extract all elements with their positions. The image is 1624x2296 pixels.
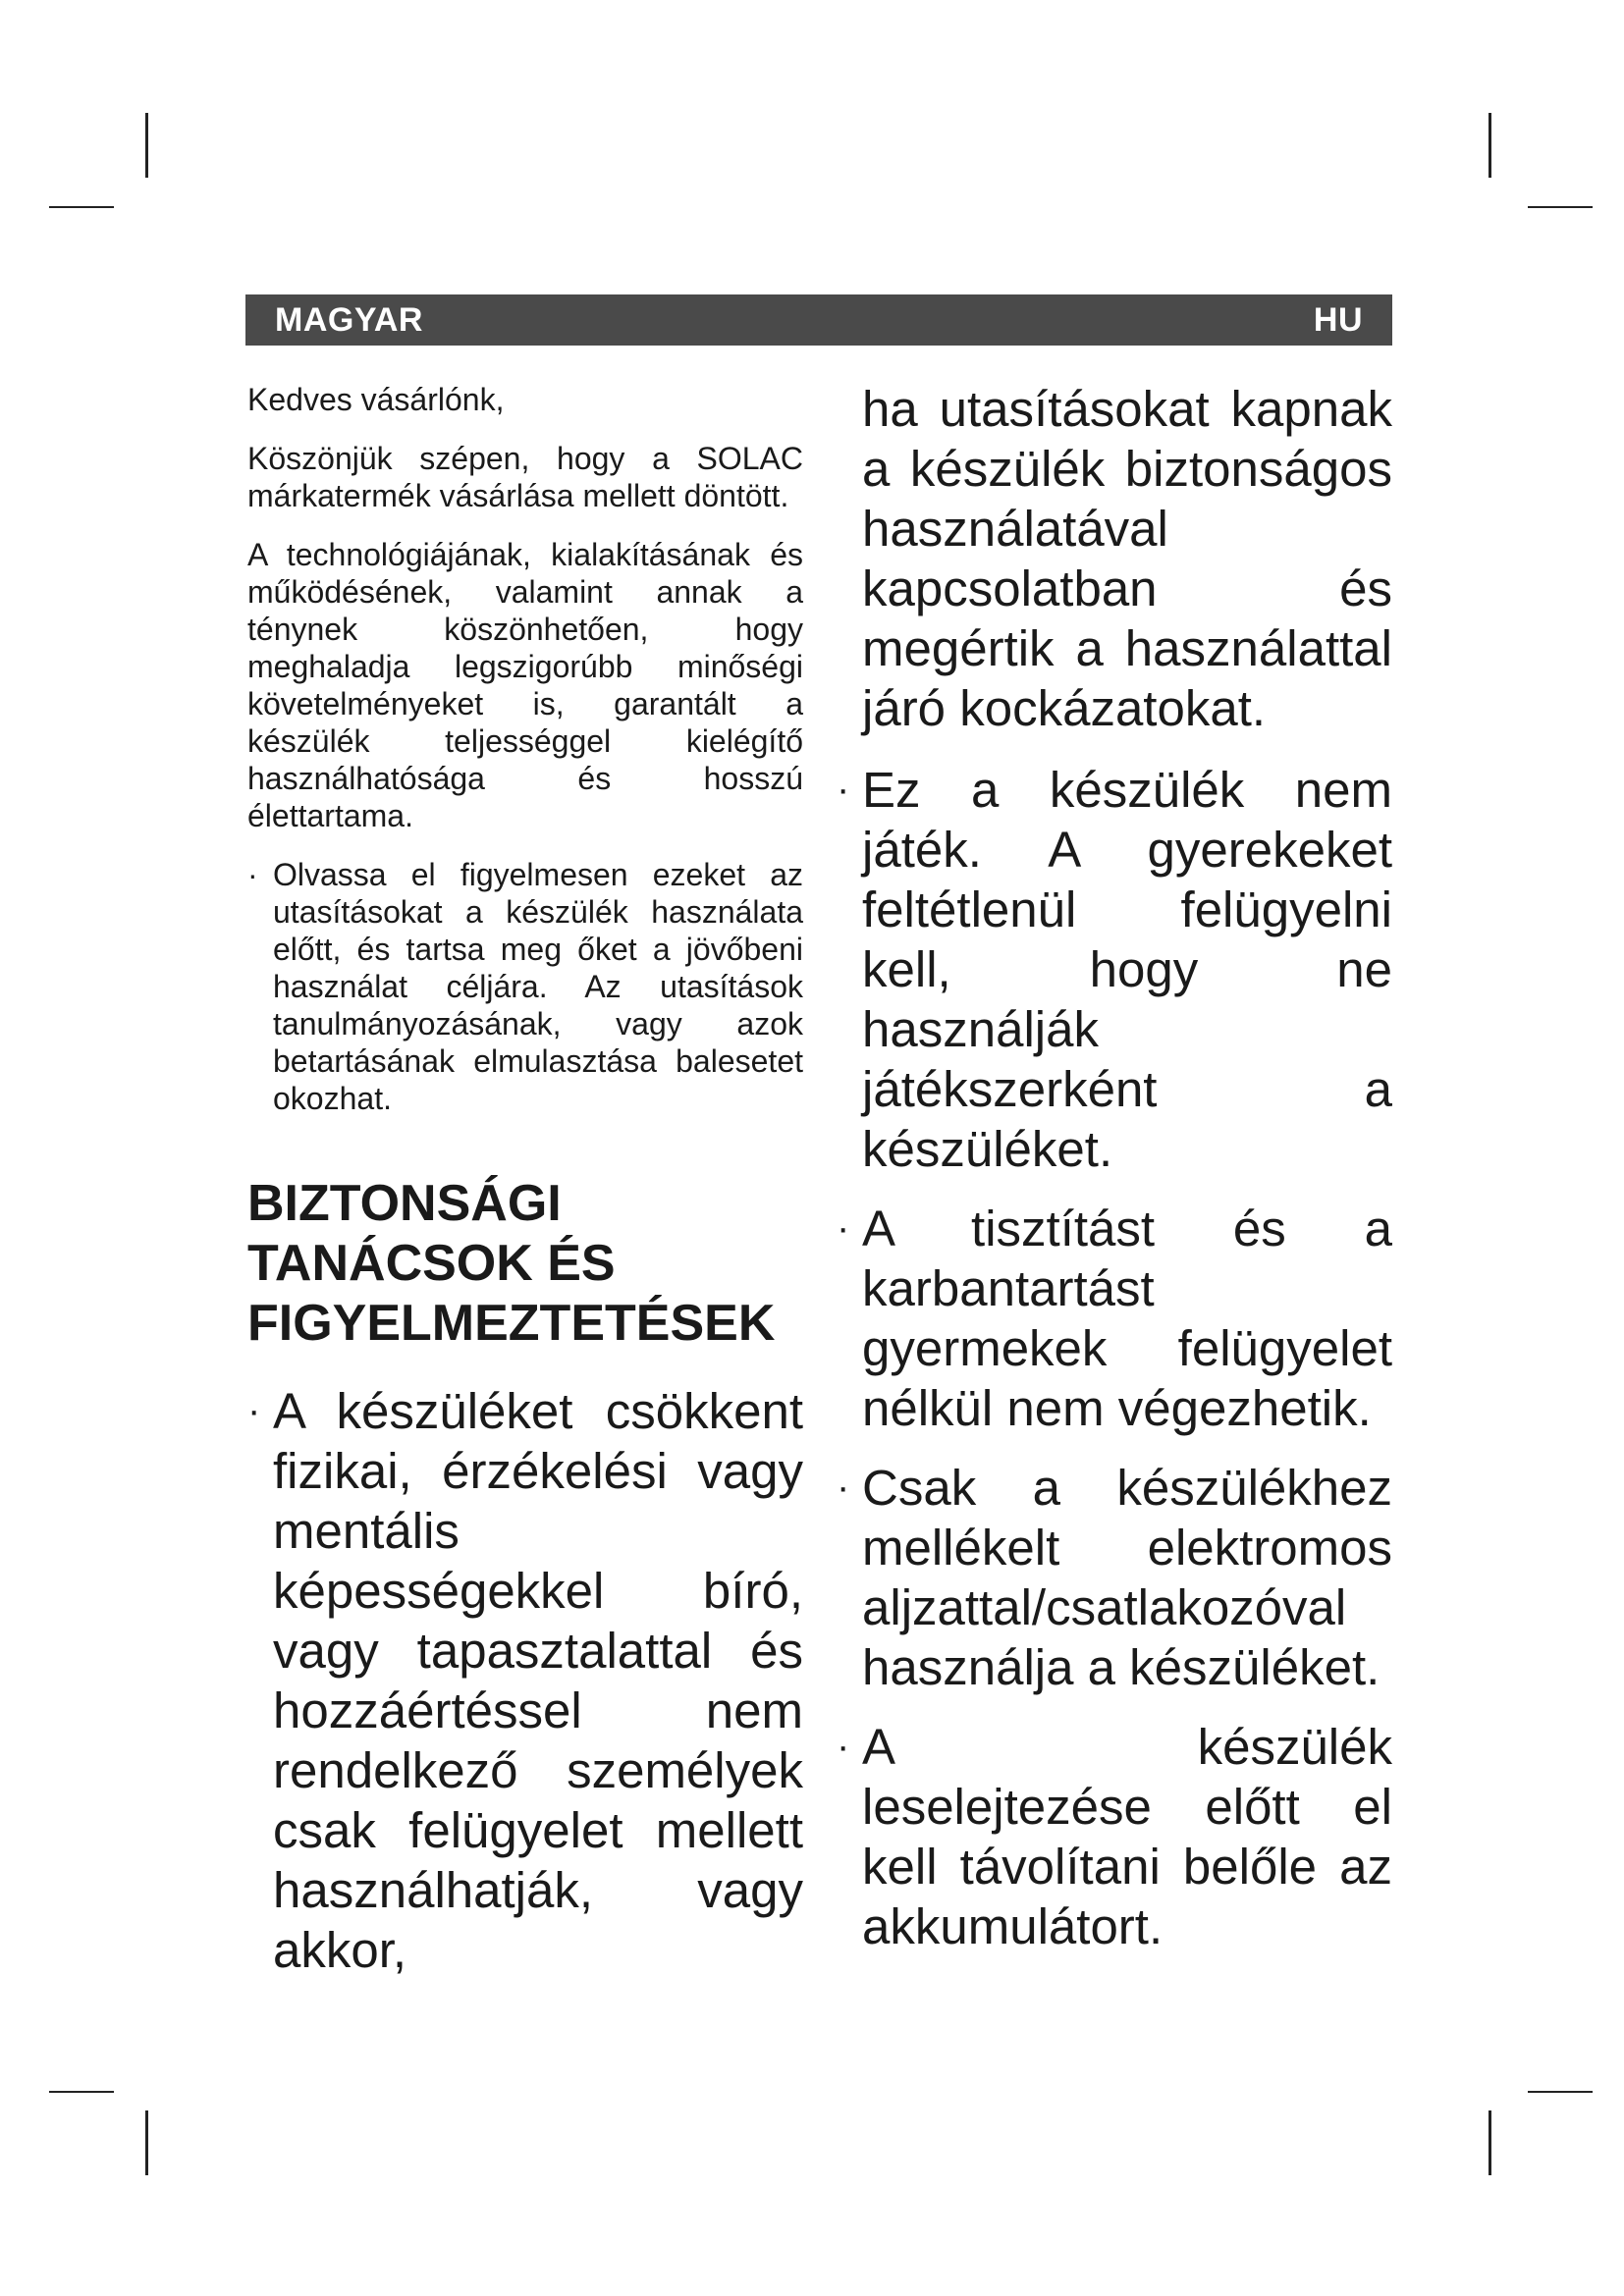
bullet-dot-icon: · <box>837 1206 850 1250</box>
crop-mark-top-right-vertical <box>1489 113 1491 178</box>
greeting-text: Kedves vásárlónk, <box>247 382 505 417</box>
bullet-dot-icon: · <box>837 1725 850 1768</box>
safety-heading: BIZTONSÁGI TANÁCSOK ÉS FIGYELMEZTETÉSEK <box>247 1175 776 1352</box>
quality-paragraph: A technológiájának, kialakításának és működésének, valamint annak a ténynek köszönhetően, hogy meghaladja legszigorúbb minőségi követelményeket is, garantált a készülék teljességgel kielégítő használhatósága és hosszú élettartama. <box>247 537 803 833</box>
bullet-dot-icon: · <box>247 857 258 892</box>
safety-item-5 <box>837 1717 1392 1956</box>
safety-item-4 <box>837 1458 1392 1697</box>
right-column <box>837 381 1392 1976</box>
safety-item-1-continuation: ha utasításokat kapnak a készülék biztonságos használatával kapcsolatban és megértik a használattal járó kockázatokat. <box>862 381 1392 736</box>
safety-item-1-text: A készüléket csökkent fizikai, érzékelési vagy mentális képességekkel bíró, vagy tapasztalattal és hozzáértéssel nem rendelkező személyek csak felügyelet mellett használhatják, vagy akkor, <box>273 1383 803 1978</box>
bullet-dot-icon: · <box>837 768 850 811</box>
language-header-bar <box>245 294 1392 346</box>
read-notice-text: Olvassa el figyelmesen ezeket az utasításokat a készülék használata előtt, és tartsa meg őket a jövőbeni használat céljára. Az utasítások tanulmányozásának, vagy azok betartásának elmulasztása balesetet okozhat. <box>273 857 803 1116</box>
safety-item-3 <box>837 1199 1392 1438</box>
safety-item-4-text: Csak a készülékhez mellékelt elektromos aljzattal/csatlakozóval használja a készüléket. <box>862 1460 1392 1695</box>
bullet-dot-icon: · <box>837 1466 850 1509</box>
crop-mark-top-right-horizontal <box>1528 206 1593 208</box>
crop-mark-bottom-left-horizontal <box>49 2091 114 2093</box>
crop-mark-top-left-vertical <box>145 113 148 178</box>
bullet-dot-icon: · <box>247 1389 261 1432</box>
language-code: HU <box>1313 300 1363 339</box>
language-label: MAGYAR <box>275 300 423 339</box>
crop-mark-bottom-right-vertical <box>1489 2110 1491 2175</box>
safety-item-1 <box>247 1381 803 1980</box>
safety-item-3-text: A tisztítást és a karbantartást gyermekek felügyelet nélkül nem végezhetik. <box>862 1201 1392 1436</box>
crop-mark-top-left-horizontal <box>49 206 114 208</box>
crop-mark-bottom-left-vertical <box>145 2110 148 2175</box>
crop-mark-bottom-right-horizontal <box>1528 2091 1593 2093</box>
read-notice-bullet <box>247 856 803 1117</box>
left-column <box>247 381 803 2000</box>
safety-item-5-text: A készülék leselejtezése előtt el kell távolítani belőle az akkumulátort. <box>862 1719 1392 1954</box>
safety-item-2 <box>837 760 1392 1179</box>
safety-item-2-text: Ez a készülék nem játék. A gyerekeket feltétlenül felügyelni kell, hogy ne használják játékszerként a készüléket. <box>862 762 1392 1177</box>
thanks-paragraph: Köszönjük szépen, hogy a SOLAC márkatermék vásárlása mellett döntött. <box>247 441 803 513</box>
